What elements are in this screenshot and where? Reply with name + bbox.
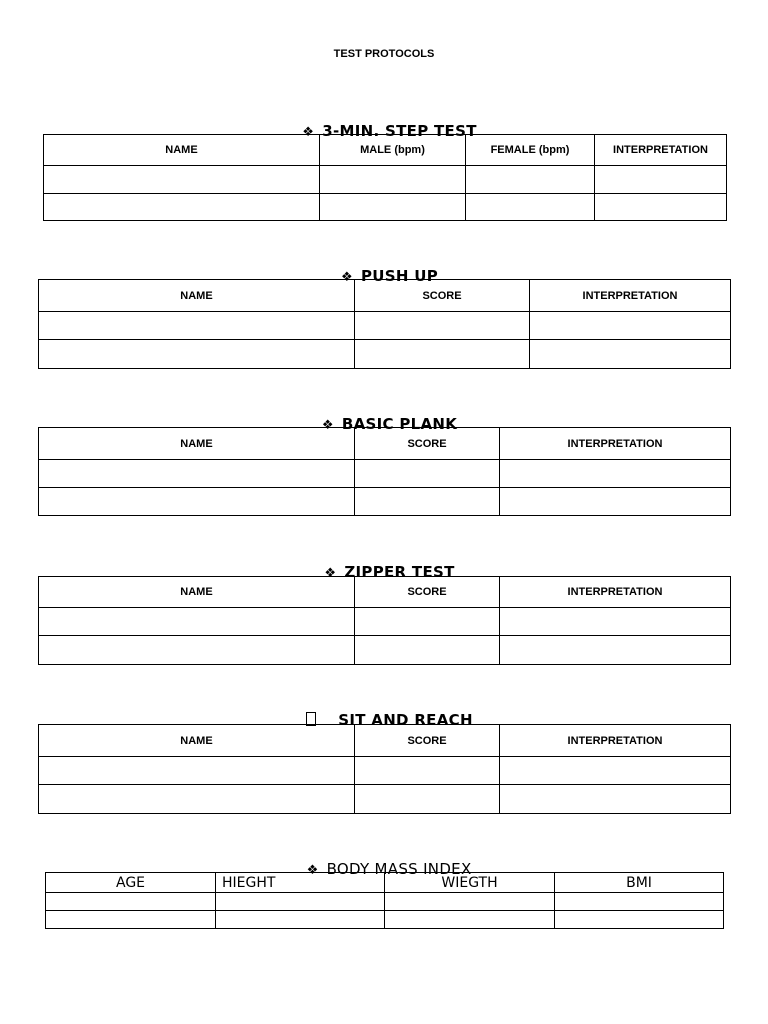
section-heading-label: BODY MASS INDEX xyxy=(326,860,472,878)
table-cell[interactable] xyxy=(500,785,731,814)
column-header-male: MALE (bpm) xyxy=(320,135,466,166)
table-row xyxy=(39,757,731,785)
diamond-bullet-icon: ❖ xyxy=(306,863,319,878)
sit-and-reach-table xyxy=(38,724,731,814)
table-cell[interactable] xyxy=(385,911,555,929)
column-header-female: FEMALE (bpm) xyxy=(466,135,595,166)
section-heading-label: ZIPPER TEST xyxy=(344,563,455,581)
table-row xyxy=(46,911,724,929)
table-cell[interactable] xyxy=(216,911,385,929)
table-row xyxy=(39,488,731,516)
column-header-age: AGE xyxy=(46,873,216,893)
column-header-score: SCORE xyxy=(355,725,500,757)
table-cell[interactable] xyxy=(595,166,727,194)
column-header-interpretation: INTERPRETATION xyxy=(530,280,731,312)
table-cell[interactable] xyxy=(44,166,320,194)
push-up-table xyxy=(38,279,731,369)
column-header-interpretation: INTERPRETATION xyxy=(500,577,731,608)
diamond-bullet-icon: ❖ xyxy=(341,270,353,285)
table-cell[interactable] xyxy=(355,608,500,636)
table-cell[interactable] xyxy=(595,194,727,221)
table-row xyxy=(39,608,731,636)
section-heading-label: SIT AND REACH xyxy=(338,711,473,729)
table-row xyxy=(39,636,731,665)
table-cell[interactable] xyxy=(355,460,500,488)
table-cell[interactable] xyxy=(46,893,216,911)
table-cell[interactable] xyxy=(555,911,724,929)
table-cell[interactable] xyxy=(39,608,355,636)
section-heading-label: 3-MIN. STEP TEST xyxy=(322,122,477,140)
basic-plank-table xyxy=(38,427,731,516)
column-header-name: NAME xyxy=(39,280,355,312)
table-cell[interactable] xyxy=(320,166,466,194)
table-cell[interactable] xyxy=(46,911,216,929)
body-mass-index-table xyxy=(45,872,724,929)
column-header-name: NAME xyxy=(44,135,320,166)
table-cell[interactable] xyxy=(530,340,731,369)
table-cell[interactable] xyxy=(385,893,555,911)
table-cell[interactable] xyxy=(355,785,500,814)
table-header-row xyxy=(39,428,731,460)
table-cell[interactable] xyxy=(39,757,355,785)
zipper-test-table xyxy=(38,576,731,665)
document-title: TEST PROTOCOLS xyxy=(333,48,435,60)
column-header-height: HIEGHT xyxy=(216,873,385,893)
table-cell[interactable] xyxy=(39,312,355,340)
table-cell[interactable] xyxy=(466,166,595,194)
column-header-interpretation: INTERPRETATION xyxy=(500,725,731,757)
table-row xyxy=(39,340,731,369)
column-header-score: SCORE xyxy=(355,280,530,312)
table-header-row xyxy=(44,135,727,166)
table-cell[interactable] xyxy=(39,460,355,488)
table-cell[interactable] xyxy=(355,340,530,369)
column-header-interpretation: INTERPRETATION xyxy=(595,135,727,166)
table-cell[interactable] xyxy=(555,893,724,911)
table-row xyxy=(39,312,731,340)
table-header-row xyxy=(39,577,731,608)
column-header-score: SCORE xyxy=(355,577,500,608)
section-heading-label: BASIC PLANK xyxy=(341,415,458,433)
column-header-name: NAME xyxy=(39,428,355,460)
table-cell[interactable] xyxy=(39,340,355,369)
table-cell[interactable] xyxy=(216,893,385,911)
column-header-name: NAME xyxy=(39,577,355,608)
table-cell[interactable] xyxy=(355,757,500,785)
table-header-row xyxy=(39,280,731,312)
diamond-bullet-icon: ❖ xyxy=(302,125,315,140)
table-cell[interactable] xyxy=(355,488,500,516)
column-header-name: NAME xyxy=(39,725,355,757)
column-header-bmi: BMI xyxy=(555,873,724,893)
column-header-weight: WIEGTH xyxy=(385,873,555,893)
table-cell[interactable] xyxy=(500,488,731,516)
table-cell[interactable] xyxy=(500,460,731,488)
table-cell[interactable] xyxy=(355,312,530,340)
table-row xyxy=(39,785,731,814)
table-row xyxy=(46,893,724,911)
table-cell[interactable] xyxy=(500,636,731,665)
table-cell[interactable] xyxy=(500,608,731,636)
diamond-bullet-icon: ❖ xyxy=(324,566,337,581)
table-row xyxy=(39,460,731,488)
table-cell[interactable] xyxy=(355,636,500,665)
table-cell[interactable] xyxy=(530,312,731,340)
diamond-bullet-icon: ❖ xyxy=(321,418,334,433)
column-header-score: SCORE xyxy=(355,428,500,460)
column-header-interpretation: INTERPRETATION xyxy=(500,428,731,460)
table-cell[interactable] xyxy=(466,194,595,221)
table-row xyxy=(44,194,727,221)
table-cell[interactable] xyxy=(320,194,466,221)
table-cell[interactable] xyxy=(39,785,355,814)
table-cell[interactable] xyxy=(39,488,355,516)
table-row xyxy=(44,166,727,194)
table-header-row xyxy=(46,873,724,893)
table-cell[interactable] xyxy=(39,636,355,665)
table-cell[interactable] xyxy=(500,757,731,785)
table-cell[interactable] xyxy=(44,194,320,221)
section-heading-label: PUSH UP xyxy=(360,267,439,285)
step-test-table xyxy=(43,134,727,221)
table-header-row xyxy=(39,725,731,757)
